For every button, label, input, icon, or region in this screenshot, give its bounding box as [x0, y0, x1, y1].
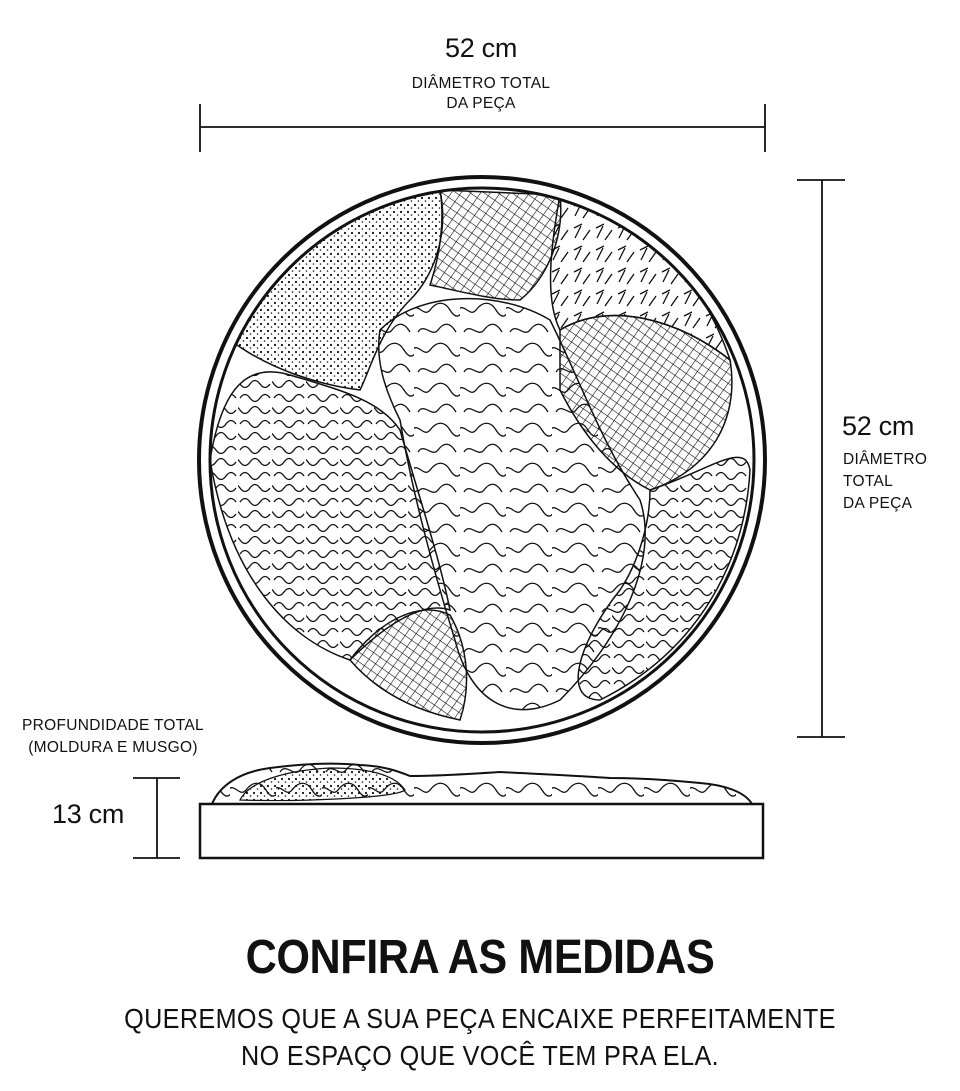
side-view	[200, 764, 763, 858]
depth-label-line2: (MOLDURA E MUSGO)	[28, 739, 198, 756]
right-dimension-label-line2: TOTAL	[843, 473, 894, 490]
depth-dimension-line	[133, 778, 180, 858]
moss-disc	[199, 177, 765, 743]
top-dimension-value: 52 cm	[444, 33, 518, 63]
right-dimension-label-line3: DA PEÇA	[843, 495, 913, 512]
right-dimension-label-line1: DIÂMETRO	[843, 451, 928, 468]
headline: CONFIRA AS MEDIDAS	[245, 931, 715, 984]
subline-line1: QUEREMOS QUE A SUA PEÇA ENCAIXE PERFEITAMENTE	[124, 1003, 836, 1034]
top-dimension-label-line2: DA PEÇA	[446, 95, 516, 112]
depth-dimension-value: 13 cm	[52, 799, 125, 829]
top-dimension-label-line1: DIÂMETRO TOTAL	[411, 75, 551, 92]
subline-line2: NO ESPAÇO QUE VOCÊ TEM PRA ELA.	[241, 1040, 719, 1071]
right-dimension-line	[797, 180, 845, 737]
depth-label-line1: PROFUNDIDADE TOTAL	[22, 717, 204, 734]
right-dimension-value: 52 cm	[842, 411, 915, 441]
side-view-frame	[200, 804, 763, 858]
